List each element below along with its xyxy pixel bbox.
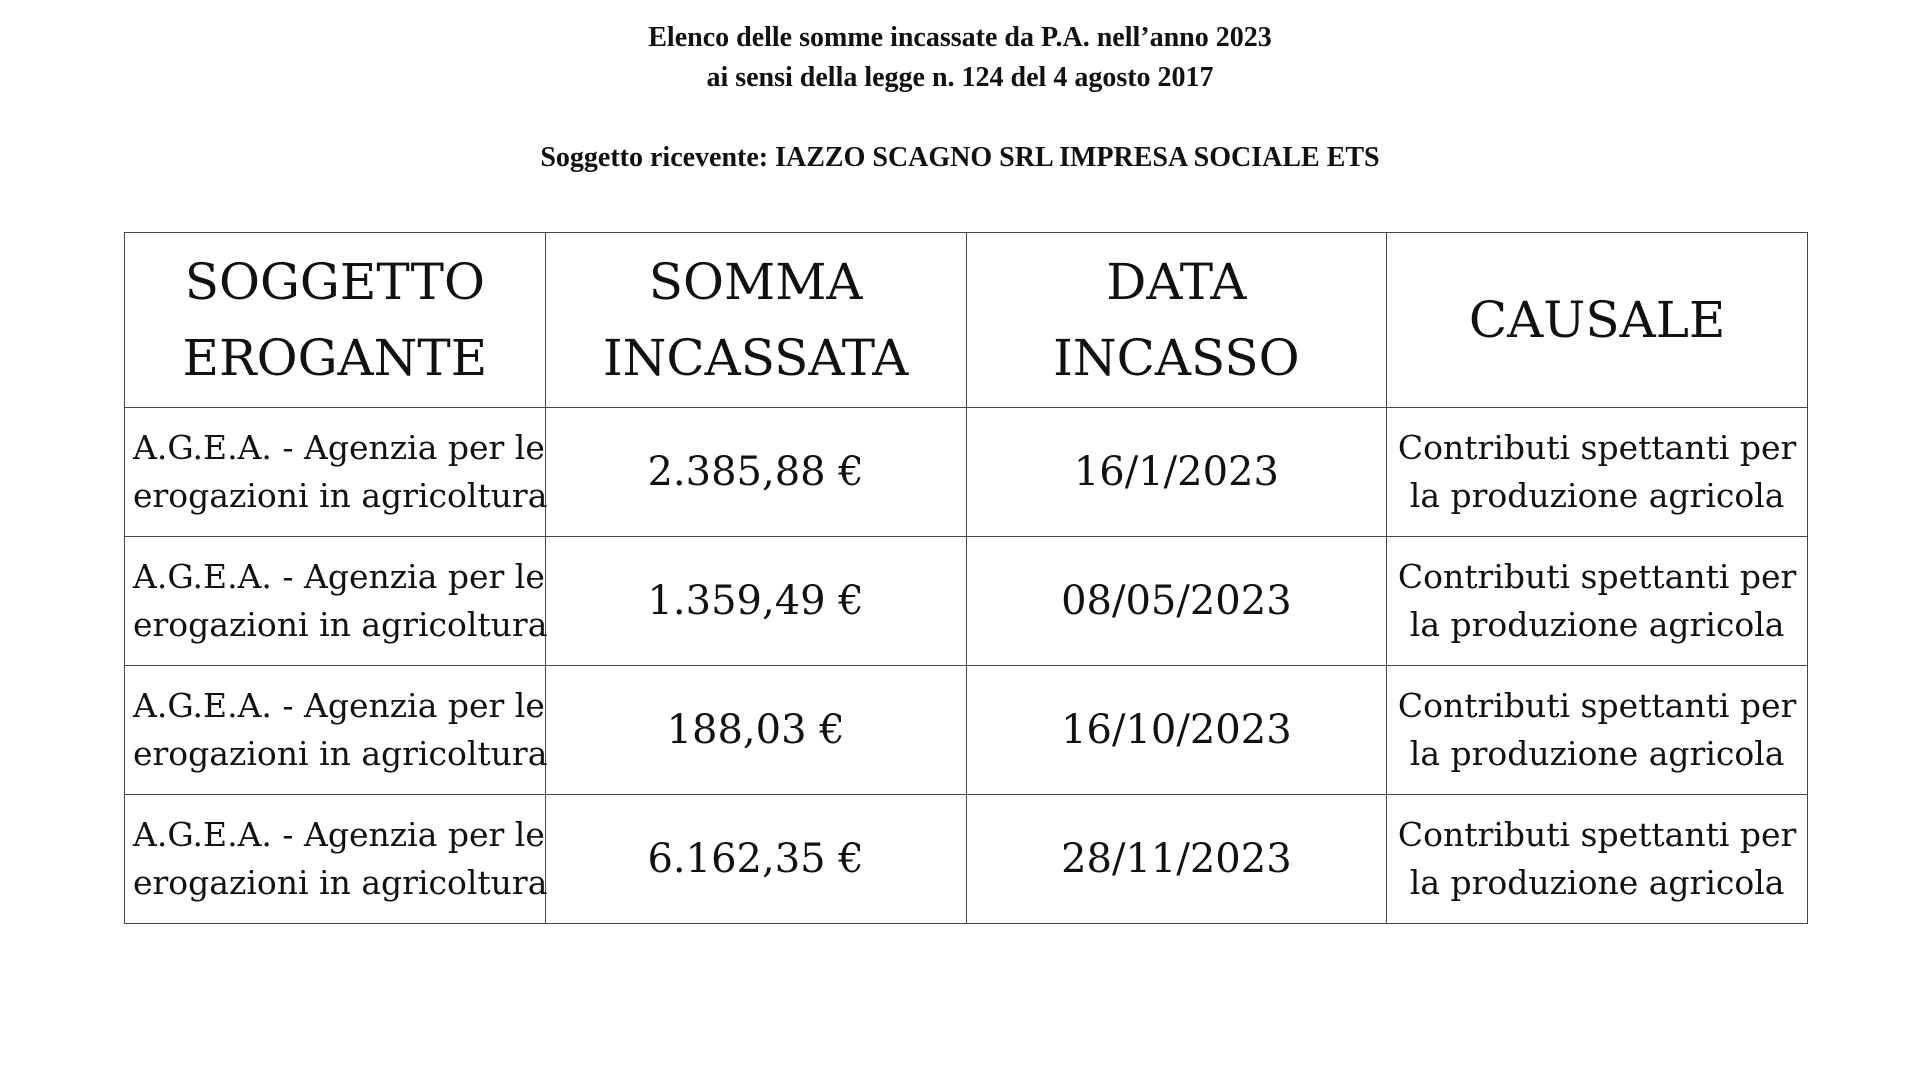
- header-spacer: [0, 98, 1920, 138]
- table-row: [125, 537, 1808, 666]
- document-title-line1: Elenco delle somme incassate da P.A. nell’anno 2023: [648, 22, 1272, 53]
- column-header-line: INCASSATA: [602, 329, 909, 387]
- cell-soggetto-erogante: [125, 537, 546, 666]
- cell-soggetto-erogante: [125, 408, 546, 537]
- cell-data-incasso: 08/05/2023: [966, 537, 1387, 666]
- cell-line: Contributi spettanti per: [1397, 815, 1797, 854]
- table-header-row: [125, 233, 1808, 408]
- cell-line: erogazioni in agricoltura: [133, 605, 548, 644]
- cell-line: A.G.E.A. - Agenzia per le: [133, 815, 545, 854]
- table-row: [125, 408, 1808, 537]
- column-header-line: INCASSO: [1053, 329, 1300, 387]
- cell-line: la produzione agricola: [1409, 605, 1785, 644]
- column-header-causale: [1387, 233, 1808, 408]
- cell-line: la produzione agricola: [1409, 863, 1785, 902]
- cell-line: A.G.E.A. - Agenzia per le: [133, 686, 545, 725]
- column-header-line: SOMMA: [648, 253, 863, 311]
- cell-line: erogazioni in agricoltura: [133, 476, 548, 515]
- cell-causale: [1387, 537, 1808, 666]
- cell-line: Contributi spettanti per: [1397, 428, 1797, 467]
- cell-line: erogazioni in agricoltura: [133, 734, 548, 773]
- column-header-data-incasso: [966, 233, 1387, 408]
- cell-line: la produzione agricola: [1409, 476, 1785, 515]
- cell-line: A.G.E.A. - Agenzia per le: [133, 428, 545, 467]
- cell-line: A.G.E.A. - Agenzia per le: [133, 557, 545, 596]
- column-header-soggetto-erogante: [125, 233, 546, 408]
- cell-somma-incassata: 2.385,88 €: [545, 408, 966, 537]
- document-header: [0, 18, 1920, 178]
- table-row: [125, 666, 1808, 795]
- column-header-line: DATA: [1106, 253, 1247, 311]
- column-header-line: CAUSALE: [1468, 291, 1726, 349]
- cell-data-incasso: 16/1/2023: [966, 408, 1387, 537]
- cell-line: la produzione agricola: [1409, 734, 1785, 773]
- cell-somma-incassata: 188,03 €: [545, 666, 966, 795]
- cell-data-incasso: 28/11/2023: [966, 795, 1387, 924]
- cell-somma-incassata: 1.359,49 €: [545, 537, 966, 666]
- column-header-line: EROGANTE: [182, 329, 488, 387]
- cell-somma-incassata: 6.162,35 €: [545, 795, 966, 924]
- cell-line: Contributi spettanti per: [1397, 557, 1797, 596]
- cell-causale: [1387, 795, 1808, 924]
- recipient-label: Soggetto ricevente: IAZZO SCAGNO SRL IMPRESA SOCIALE ETS: [540, 142, 1380, 173]
- cell-line: erogazioni in agricoltura: [133, 863, 548, 902]
- cell-data-incasso: 16/10/2023: [966, 666, 1387, 795]
- column-header-somma-incassata: [545, 233, 966, 408]
- column-header-line: SOGGETTO: [184, 253, 485, 311]
- cell-line: Contributi spettanti per: [1397, 686, 1797, 725]
- cell-soggetto-erogante: [125, 666, 546, 795]
- cell-causale: [1387, 408, 1808, 537]
- document-title-line2: ai sensi della legge n. 124 del 4 agosto 2017: [706, 62, 1214, 93]
- table-row: [125, 795, 1808, 924]
- cell-causale: [1387, 666, 1808, 795]
- cell-soggetto-erogante: [125, 795, 546, 924]
- payments-table: [124, 232, 1808, 924]
